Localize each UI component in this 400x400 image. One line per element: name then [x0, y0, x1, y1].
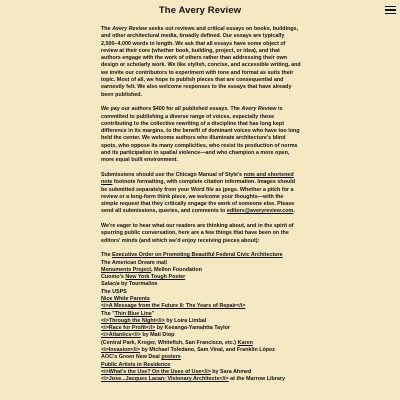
topic-link[interactable]: Thin Blue Line: [114, 310, 152, 317]
text: by Keeanga-Yamahtta Taylor: [155, 325, 231, 332]
text: The ": [101, 310, 115, 317]
text: by Loira Limbal: [164, 317, 207, 324]
text: at the Marrow Library: [228, 376, 285, 383]
text: (Central Park, Kroger, Whitefish, San Francisco, etc.): [101, 339, 238, 346]
text: footnote formatting, with complete citation information. Images should be submitted separately from your Word file as jpegs. Whether a pitch for a review or a long-form think piece, we welcome your thoughts—with the simple request that they critically engage the work of someone else. Please send all submissions, queries, and comments to: [101, 179, 296, 215]
topic-link[interactable]: <i>A Message from the Future II: The Years of Repair</i>: [101, 303, 246, 310]
list-item: [101, 281, 301, 288]
text: Cuomo's: [101, 274, 126, 281]
list-item: [101, 354, 301, 361]
list-item: [101, 274, 301, 281]
topic-link[interactable]: <i>Through the Night</i>: [101, 317, 165, 324]
text: by Tourmaline: [119, 281, 158, 288]
submission-guidelines: [101, 26, 301, 384]
title-text: Salacia: [101, 281, 120, 288]
submissions-paragraph: [101, 172, 301, 216]
list-item: [101, 303, 301, 310]
list-item: [101, 318, 301, 325]
topic-link[interactable]: Monuments Project: [101, 266, 152, 273]
topic-link[interactable]: <i>What's the Use? On the Uses of Use</i>: [101, 368, 211, 375]
topic-link[interactable]: Public Artists in Residence: [101, 361, 171, 368]
publication-name: Avery Review: [241, 106, 277, 113]
topic-link[interactable]: posters: [161, 354, 181, 361]
topic-link[interactable]: Nice White Parents: [101, 295, 150, 302]
text: seeks out reviews and critical essays on books, buildings, and other architectural media, broadly defined. Our essays are typically 2,500–4,000 words in length. We ask that all essays have some object of review at their core (whether book, building, project, or idea), and that authors engage with the work of others rather than addressing their own design or scholarly work. We like stylish, concise, and accessible writing, and we invite our contributors to experiment with tone and format as suits their topic. Most of all, we hope to publish pieces that are consequential and earnestly felt. We also welcome responses to the essays that have already been published.: [101, 26, 301, 98]
topic-link[interactable]: <i>Invasion</i>: [101, 347, 140, 354]
payment-paragraph: [101, 106, 301, 164]
list-item: [101, 376, 301, 383]
menu-icon-bar: [385, 9, 396, 10]
text: by Michael Toledano, Sam Vinal, and Franklin López: [139, 347, 275, 354]
list-item: [101, 267, 301, 274]
list-item: The USPS: [101, 288, 127, 295]
text: Submissions should use the Chicago Manual of Style's: [101, 171, 244, 178]
list-item: [101, 347, 301, 354]
list-item: [101, 325, 301, 332]
text: is committed to publishing a diverse range of voices, especially those contributing to the collective rewriting of a discipline that has long kept difference in its margins, to the benefit of dominant voices who have too long held the center. We welcome authors who illuminate architecture's blind spots, who oppose its many complicities, who resist its production of norms and its participation in spatial violence—and who champion a more open, more equal built environment.: [101, 106, 300, 164]
topic-link[interactable]: <i>Atlantics</i>: [101, 332, 141, 339]
publication-name: Avery Review: [112, 26, 148, 32]
topic-link[interactable]: Executive Order on Promoting Beautiful Federal Civic Architecture: [112, 252, 283, 259]
menu-icon-bar: [385, 13, 396, 14]
list-item: [101, 296, 301, 303]
text: ": [151, 310, 155, 317]
topic-link[interactable]: Karen: [237, 339, 253, 346]
list-item: [101, 332, 301, 339]
text: The: [101, 252, 113, 259]
site-title-link[interactable]: The Avery Review: [158, 5, 242, 16]
editors-email-link[interactable]: editors@averyreview.com: [226, 208, 294, 215]
list-item: [101, 252, 301, 259]
chicago-note-link[interactable]: note and shortened note: [101, 171, 294, 186]
text: .: [293, 208, 295, 215]
text: by Sara Ahmed: [210, 368, 252, 375]
topic-link[interactable]: <i>Jose...Jacques Lacan: Visionary Architects</i>: [101, 376, 229, 383]
hamburger-menu-button[interactable]: [385, 6, 396, 14]
list-item: [101, 362, 301, 369]
list-item: [101, 340, 301, 347]
text: We pay our authors $400 for all published essays. The: [101, 106, 242, 113]
list-item: The American Dream mall: [101, 259, 168, 266]
list-item: [101, 311, 301, 318]
list-item: [101, 369, 301, 376]
topic-link[interactable]: New York Tough Poster: [125, 274, 186, 281]
text: The: [101, 26, 113, 32]
topics-list: [101, 252, 301, 383]
site-header: [0, 0, 400, 20]
text: AOC's Green New Deal: [101, 354, 162, 361]
topic-link[interactable]: <i>Race for Profit</i>: [101, 325, 156, 332]
intro-paragraph: [101, 26, 301, 99]
editors-minds-paragraph: We're eager to hear what our readers are thinking about, and in the spirit of spurring public conversation, here are a few things that have been on the editors' minds (and which we'd enjoy receiving pieces about):: [101, 223, 294, 244]
text: , Mellon Foundation: [151, 266, 202, 273]
menu-icon-bar: [385, 6, 396, 7]
text: by Mati Diop: [140, 332, 175, 339]
